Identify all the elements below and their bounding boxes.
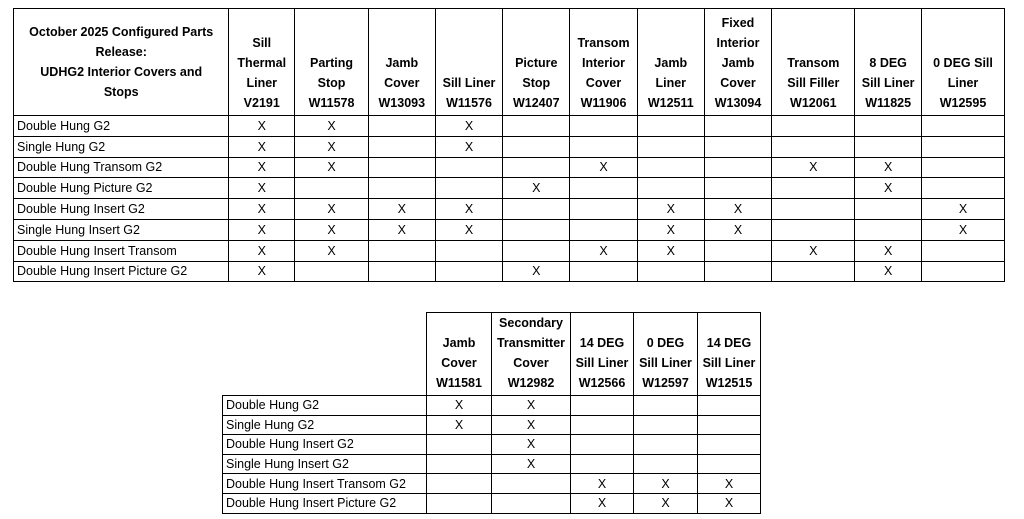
table-cell — [571, 396, 634, 416]
table-cell — [922, 178, 1005, 199]
column-header: 0 DEG Sill Liner W12597 — [634, 313, 698, 396]
table-cell — [922, 116, 1005, 137]
table-cell — [922, 240, 1005, 261]
table-cell — [855, 199, 922, 220]
table-cell: X — [229, 157, 295, 178]
table-cell: X — [229, 136, 295, 157]
table-cell — [570, 116, 638, 137]
table-cell — [295, 261, 369, 282]
table-cell: X — [229, 219, 295, 240]
table-cell: X — [492, 396, 571, 416]
table-header-row — [223, 313, 761, 396]
table-row — [14, 136, 1005, 157]
table-cell — [922, 136, 1005, 157]
table-cell — [855, 136, 922, 157]
table-cell — [570, 219, 638, 240]
table-cell: X — [229, 199, 295, 220]
table-cell — [503, 240, 570, 261]
table-cell: X — [922, 199, 1005, 220]
table-cell — [427, 435, 492, 455]
table-cell: X — [435, 199, 503, 220]
table-cell: X — [492, 415, 571, 435]
additional-parts-table — [222, 312, 761, 514]
table-row — [223, 435, 761, 455]
table-cell — [637, 136, 704, 157]
column-header: 8 DEG Sill Liner W11825 — [855, 9, 922, 116]
table-row — [223, 396, 761, 416]
table-cell — [427, 493, 492, 513]
row-label: Single Hung G2 — [14, 136, 229, 157]
table-cell — [368, 157, 435, 178]
table-cell — [503, 116, 570, 137]
table-title: October 2025 Configured Parts Release: UDHG2 Interior Covers and Stops — [14, 9, 229, 116]
table-cell — [772, 219, 855, 240]
table-cell: X — [571, 474, 634, 494]
table-cell: X — [492, 454, 571, 474]
column-header: 14 DEG Sill Liner W12515 — [698, 313, 761, 396]
table-cell — [503, 219, 570, 240]
table-cell: X — [295, 136, 369, 157]
table-cell: X — [295, 157, 369, 178]
table-cell — [427, 474, 492, 494]
table-cell — [435, 240, 503, 261]
table-cell — [435, 157, 503, 178]
table-cell — [772, 199, 855, 220]
table-cell — [368, 116, 435, 137]
table-cell: X — [368, 219, 435, 240]
table-cell: X — [570, 157, 638, 178]
table-cell: X — [295, 219, 369, 240]
table-cell — [698, 415, 761, 435]
table-cell — [571, 454, 634, 474]
table-cell — [855, 116, 922, 137]
table-cell: X — [229, 261, 295, 282]
table-cell — [637, 261, 704, 282]
column-header: 14 DEG Sill Liner W12566 — [571, 313, 634, 396]
table-cell — [772, 136, 855, 157]
table-cell — [704, 240, 772, 261]
row-label: Double Hung G2 — [223, 396, 427, 416]
column-header: Jamb Cover W13093 — [368, 9, 435, 116]
row-label: Double Hung Insert Picture G2 — [14, 261, 229, 282]
table-cell: X — [427, 415, 492, 435]
column-header: 0 DEG Sill Liner W12595 — [922, 9, 1005, 116]
table-cell: X — [435, 116, 503, 137]
table-cell: X — [704, 199, 772, 220]
table-cell — [698, 396, 761, 416]
table-cell — [772, 261, 855, 282]
configured-parts-table — [13, 8, 1005, 282]
table-row — [223, 493, 761, 513]
table-cell — [698, 454, 761, 474]
table-row — [14, 219, 1005, 240]
column-header: Fixed Interior Jamb Cover W13094 — [704, 9, 772, 116]
column-header: Sill Liner W11576 — [435, 9, 503, 116]
table-cell: X — [229, 116, 295, 137]
table-cell: X — [772, 240, 855, 261]
table-cell: X — [637, 219, 704, 240]
table-cell — [704, 178, 772, 199]
row-label: Double Hung Insert Transom G2 — [223, 474, 427, 494]
table-cell — [503, 199, 570, 220]
table-cell: X — [295, 240, 369, 261]
table-cell — [704, 136, 772, 157]
table-cell: X — [229, 240, 295, 261]
table-cell — [634, 415, 698, 435]
table-cell — [435, 261, 503, 282]
table-cell: X — [295, 116, 369, 137]
table-cell — [295, 178, 369, 199]
table-cell — [704, 157, 772, 178]
column-header: Secondary Transmitter Cover W12982 — [492, 313, 571, 396]
table-cell: X — [855, 157, 922, 178]
table-cell — [637, 116, 704, 137]
table-cell: X — [922, 219, 1005, 240]
table-cell — [855, 219, 922, 240]
row-label: Single Hung Insert G2 — [14, 219, 229, 240]
table-cell — [634, 396, 698, 416]
row-label: Double Hung Insert G2 — [14, 199, 229, 220]
table-cell: X — [503, 178, 570, 199]
table-cell: X — [704, 219, 772, 240]
table-cell — [492, 493, 571, 513]
column-header: Parting Stop W11578 — [295, 9, 369, 116]
table-cell — [698, 435, 761, 455]
table-row — [14, 199, 1005, 220]
table-cell: X — [855, 178, 922, 199]
table-cell: X — [492, 435, 571, 455]
table-header-row — [14, 9, 1005, 116]
table-cell — [772, 116, 855, 137]
table-row — [223, 474, 761, 494]
table-cell — [634, 454, 698, 474]
table-cell: X — [570, 240, 638, 261]
empty-corner-cell — [223, 313, 427, 396]
table-cell: X — [772, 157, 855, 178]
table-cell — [503, 136, 570, 157]
table-row — [14, 157, 1005, 178]
row-label: Double Hung Picture G2 — [14, 178, 229, 199]
table-cell — [704, 116, 772, 137]
table-cell — [922, 261, 1005, 282]
row-label: Double Hung Insert G2 — [223, 435, 427, 455]
table-row — [223, 454, 761, 474]
table-cell — [368, 240, 435, 261]
table-cell: X — [295, 199, 369, 220]
table-cell: X — [503, 261, 570, 282]
table-cell — [435, 178, 503, 199]
table-cell — [570, 136, 638, 157]
table-row — [223, 415, 761, 435]
table-cell — [772, 178, 855, 199]
table-cell: X — [229, 178, 295, 199]
column-header: Jamb Liner W12511 — [637, 9, 704, 116]
table-cell: X — [368, 199, 435, 220]
table-cell — [571, 435, 634, 455]
table-cell — [570, 178, 638, 199]
table-row — [14, 261, 1005, 282]
table-row — [14, 240, 1005, 261]
column-header: Transom Interior Cover W11906 — [570, 9, 638, 116]
table-cell — [637, 157, 704, 178]
column-header: Jamb Cover W11581 — [427, 313, 492, 396]
table-cell: X — [634, 474, 698, 494]
column-header: Sill Thermal Liner V2191 — [229, 9, 295, 116]
table-cell: X — [435, 136, 503, 157]
table-cell — [492, 474, 571, 494]
table-cell: X — [571, 493, 634, 513]
table-cell — [427, 454, 492, 474]
table-cell: X — [637, 240, 704, 261]
table-cell — [368, 261, 435, 282]
table-cell: X — [637, 199, 704, 220]
table-cell — [503, 157, 570, 178]
row-label: Double Hung Insert Picture G2 — [223, 493, 427, 513]
table-cell: X — [698, 493, 761, 513]
table-cell — [570, 261, 638, 282]
table-row — [14, 178, 1005, 199]
table-cell — [922, 157, 1005, 178]
table-cell: X — [855, 261, 922, 282]
row-label: Single Hung G2 — [223, 415, 427, 435]
row-label: Double Hung Transom G2 — [14, 157, 229, 178]
table-cell — [571, 415, 634, 435]
table-cell — [704, 261, 772, 282]
table-cell: X — [435, 219, 503, 240]
table-cell — [634, 435, 698, 455]
row-label: Double Hung Insert Transom — [14, 240, 229, 261]
table-cell: X — [634, 493, 698, 513]
table-cell — [637, 178, 704, 199]
table-cell: X — [855, 240, 922, 261]
column-header: Transom Sill Filler W12061 — [772, 9, 855, 116]
table-cell: X — [698, 474, 761, 494]
column-header: Picture Stop W12407 — [503, 9, 570, 116]
table-cell: X — [427, 396, 492, 416]
row-label: Single Hung Insert G2 — [223, 454, 427, 474]
table-row — [14, 116, 1005, 137]
table-cell — [368, 178, 435, 199]
row-label: Double Hung G2 — [14, 116, 229, 137]
table-cell — [570, 199, 638, 220]
table-cell — [368, 136, 435, 157]
